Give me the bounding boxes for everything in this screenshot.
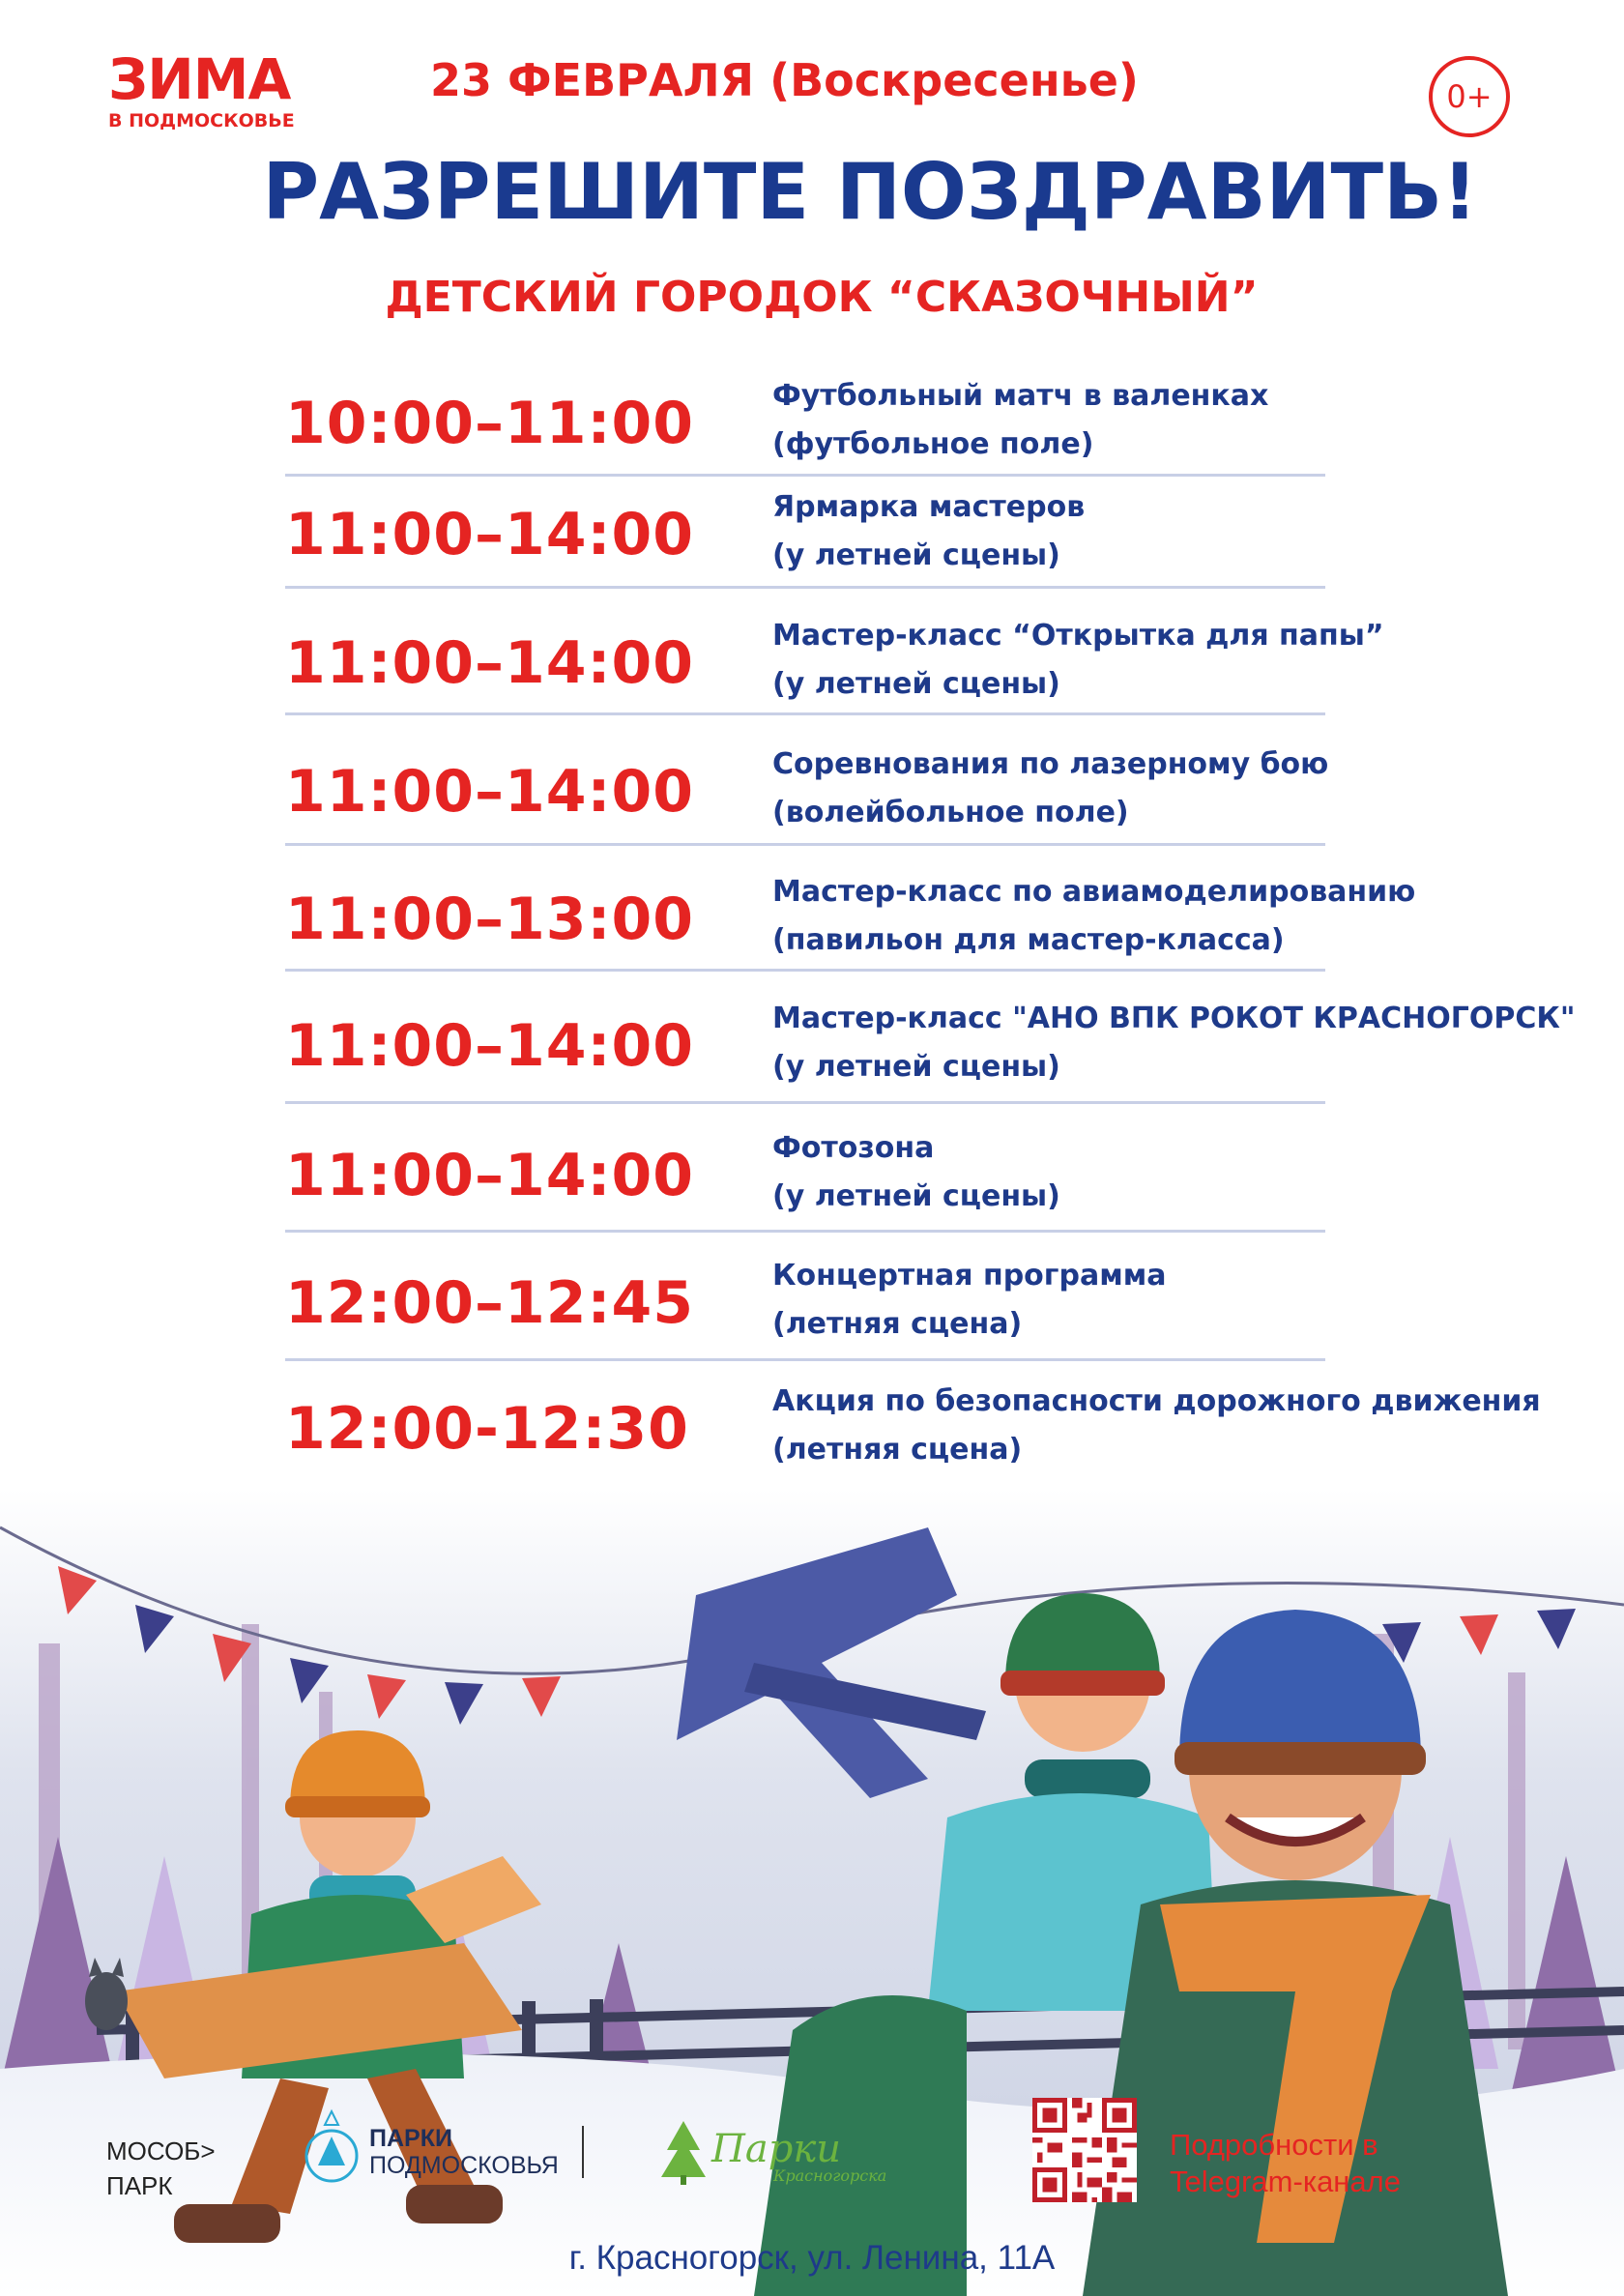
schedule-row (285, 483, 1329, 597)
schedule-row (285, 372, 1329, 486)
row-divider (285, 1230, 1325, 1233)
schedule-activity-block (772, 483, 1085, 580)
schedule-activity-block (772, 612, 1384, 709)
schedule-row (285, 995, 1576, 1109)
parki-k-main-text: Парки (711, 2127, 841, 2171)
row-divider (285, 1358, 1325, 1361)
zima-logo (108, 46, 295, 131)
schedule-row (285, 612, 1384, 726)
schedule-activity-block (772, 1124, 1060, 1221)
telegram-line1: Подробности в (1170, 2128, 1378, 2162)
row-divider (285, 843, 1325, 846)
schedule-activity: Соревнования по лазерному бою (772, 747, 1329, 781)
schedule-activity-block (772, 1378, 1541, 1474)
age-rating-badge: 0+ (1429, 56, 1510, 137)
parki-podmoskovya-logo-icon (302, 2107, 362, 2196)
parki-podmoskovya-logo (302, 2107, 584, 2196)
schedule-place: (павильон для мастер-класса) (772, 923, 1285, 957)
parki-krasnogorska-logo (657, 2117, 886, 2185)
schedule-place: (летняя сцена) (772, 1433, 1023, 1467)
mosobpark-logo (106, 2134, 216, 2203)
schedule-activity: Ярмарка мастеров (772, 490, 1086, 524)
schedule-row (285, 1378, 1541, 1492)
schedule-activity-block (772, 741, 1328, 837)
parki-krasnogorska-logo-icon (657, 2117, 710, 2185)
schedule-activity-block (772, 868, 1415, 965)
schedule-activity-block (772, 995, 1576, 1091)
schedule-place: (у летней сцены) (772, 1179, 1060, 1213)
logo-sub-text: В ПОДМОСКОВЬЕ (108, 110, 295, 131)
schedule-time: 11:00–14:00 (285, 629, 694, 697)
parki-logo-line1: ПАРКИ (369, 2125, 452, 2152)
schedule-activity-block (772, 1252, 1166, 1349)
event-date: 23 ФЕВРАЛЯ (Воскресенье) (430, 54, 1139, 106)
schedule-place: (у летней сцены) (772, 538, 1060, 572)
schedule-time: 10:00–11:00 (285, 390, 694, 457)
telegram-line2: Telegram-канале (1170, 2165, 1401, 2198)
schedule-place: (футбольное поле) (772, 427, 1094, 461)
mosob-logo-line1: МОСОБ> (106, 2136, 216, 2165)
schedule-activity: Мастер-класс по авиамоделированию (772, 875, 1416, 909)
qr-code-icon[interactable] (1032, 2098, 1137, 2202)
schedule-activity: Мастер-класс "АНО ВПК РОКОТ КРАСНОГОРСК" (772, 1002, 1576, 1035)
schedule-time: 11:00–14:00 (285, 501, 694, 568)
schedule-time: 12:00-12:30 (285, 1395, 689, 1463)
schedule-place: (летняя сцена) (772, 1307, 1023, 1341)
schedule-time: 11:00–13:00 (285, 886, 694, 953)
schedule-time: 11:00–14:00 (285, 1142, 694, 1209)
mosob-logo-line2: ПАРК (106, 2171, 173, 2200)
schedule-place: (у летней сцены) (772, 667, 1060, 701)
row-divider (285, 586, 1325, 589)
parki-logo-line2: ПОДМОСКОВЬЯ (369, 2152, 559, 2179)
page-title: РАЗРЕШИТЕ ПОЗДРАВИТЬ! (262, 147, 1478, 237)
parki-k-sub-text: Красногорска (773, 2166, 887, 2185)
address: г. Красногорск, ул. Ленина, 11А (568, 2239, 1056, 2277)
schedule-activity: Мастер-класс “Открытка для папы” (772, 619, 1384, 653)
schedule-activity-block (772, 372, 1268, 469)
logo-main-text: ЗИМА (108, 46, 291, 112)
schedule-row (285, 1124, 1329, 1238)
schedule-activity: Концертная программа (772, 1259, 1167, 1293)
schedule-place: (волейбольное поле) (772, 796, 1129, 829)
schedule-time: 11:00–14:00 (285, 1012, 694, 1080)
schedule-row (285, 868, 1416, 982)
telegram-info[interactable] (1170, 2127, 1401, 2200)
schedule-activity: Акция по безопасности дорожного движения (772, 1384, 1541, 1418)
schedule-time: 12:00–12:45 (285, 1269, 694, 1337)
schedule-row (285, 741, 1329, 855)
schedule-activity: Фотозона (772, 1131, 935, 1165)
logo-divider (582, 2126, 584, 2178)
schedule-activity: Футбольный матч в валенках (772, 379, 1269, 413)
row-divider (285, 1101, 1325, 1104)
schedule-place: (у летней сцены) (772, 1050, 1060, 1084)
row-divider (285, 712, 1325, 715)
schedule-time: 11:00–14:00 (285, 758, 694, 826)
schedule-row (285, 1252, 1329, 1366)
page-subtitle: ДЕТСКИЙ ГОРОДОК “СКАЗОЧНЫЙ” (385, 273, 1259, 322)
row-divider (285, 969, 1325, 972)
row-divider (285, 474, 1325, 477)
